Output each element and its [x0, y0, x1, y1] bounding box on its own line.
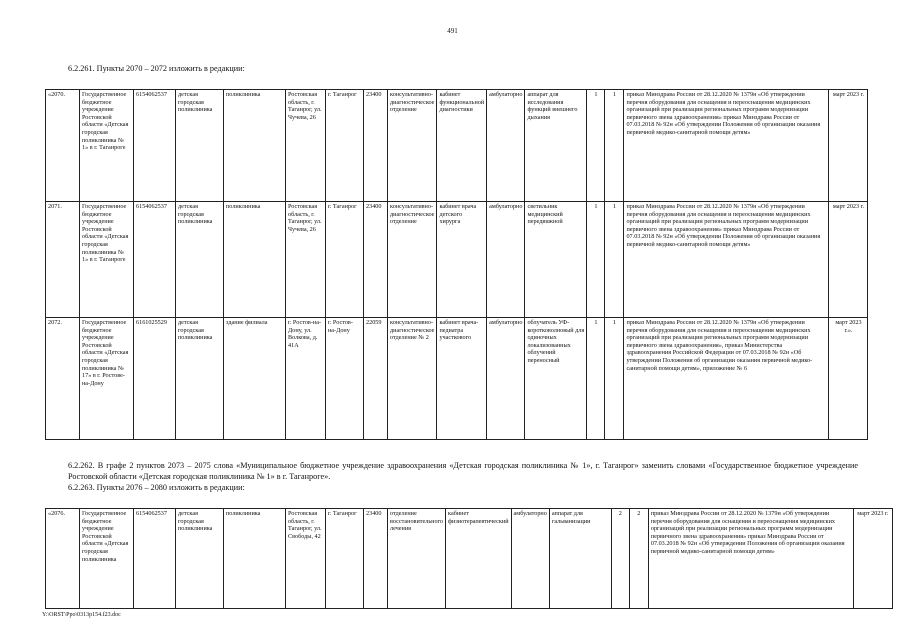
page-number: 491	[447, 27, 458, 35]
cell-zip: 22059	[364, 318, 388, 440]
cell-profile: консультативно-диагностическое отделение	[388, 90, 437, 202]
cell-profile: отделение восстановительного лечения	[388, 509, 446, 609]
cell-profile: консультативно-диагностическое отделение	[388, 202, 437, 318]
cell-num: 2072.	[46, 318, 80, 440]
cell-q1: 1	[587, 90, 605, 202]
cell-city: г. Ростов-на-Дону	[326, 318, 364, 440]
cell-type: детская городская поликлиника	[176, 318, 224, 440]
cell-org: Государственное бюджетное учреждение Ростовской области «Детская городская поликлиника № 1» в г. Таганроге	[80, 90, 134, 202]
cell-dept: поликлиника	[224, 90, 286, 202]
cell-date: март 2023 г.	[853, 509, 892, 609]
cell-care: амбулаторно	[487, 318, 525, 440]
cell-addr: Ростовская область, г. Таганрог, ул. Свободы, 42	[286, 509, 326, 609]
cell-room: кабинет врача-педиатра участкового	[437, 318, 487, 440]
cell-zip: 23400	[364, 509, 388, 609]
cell-room: кабинет физиотерапевтический	[446, 509, 512, 609]
equipment-table-1	[45, 89, 868, 440]
cell-q2: 1	[605, 318, 624, 440]
cell-org: Государственное бюджетное учреждение Ростовской области «Детская городская поликлиника	[80, 509, 134, 609]
cell-code: 6154062537	[134, 90, 176, 202]
cell-equip: аппарат для гальванизации	[549, 509, 611, 609]
file-path-footer: Y:\ORST\Ppo\0313p154.f23.doc	[42, 612, 121, 618]
cell-code: 6154062537	[134, 509, 176, 609]
cell-type: детская городская поликлиника	[176, 509, 224, 609]
cell-addr: г. Ростов-на-Дону, ул. Волкова, д. 41А	[286, 318, 326, 440]
cell-dept: здание филиала	[224, 318, 286, 440]
cell-date: март 2023 г.	[829, 202, 868, 318]
cell-date: март 2023 г.	[829, 90, 868, 202]
cell-type: детская городская поликлиника	[176, 90, 224, 202]
cell-zip: 23400	[364, 90, 388, 202]
cell-dept: поликлиника	[224, 202, 286, 318]
cell-city: г. Таганрог	[326, 90, 364, 202]
cell-num: «2076.	[46, 509, 80, 609]
cell-num: 2071.	[46, 202, 80, 318]
section-6-2-261: 6.2.261. Пункты 2070 – 2072 изложить в редакции:	[68, 64, 245, 73]
cell-care: амбулаторно	[487, 202, 525, 318]
cell-city: г. Таганрог	[326, 202, 364, 318]
cell-addr: Ростовская область, г. Таганрог, ул. Чучева, 26	[286, 202, 326, 318]
cell-type: детская городская поликлиника	[176, 202, 224, 318]
cell-addr: Ростовская область, г. Таганрог, ул. Чучева, 26	[286, 90, 326, 202]
cell-code: 6161025529	[134, 318, 176, 440]
cell-org: Государственное бюджетное учреждение Ростовской области «Детская городская поликлиника № 17» в г. Ростове-на-Дону	[80, 318, 134, 440]
cell-room: кабинет врача детского хирурга	[437, 202, 487, 318]
cell-date: март 2023 г.».	[829, 318, 868, 440]
section-6-2-262: 6.2.262. В графе 2 пунктов 2073 – 2075 слова «Муниципальное бюджетное учреждение здравоохранения «Детская городская поликлиника № 1», г. Таганрог» заменить словами «Государственное бюджетное учреждение Ростовской области «Детская городская поликлиника № 1» в г. Таганроге».	[68, 461, 858, 481]
cell-room: кабинет функциональной диагностики	[437, 90, 487, 202]
cell-q1: 1	[587, 318, 605, 440]
table-row	[46, 90, 868, 202]
cell-code: 6154062537	[134, 202, 176, 318]
table-row	[46, 318, 868, 440]
cell-num: «2070.	[46, 90, 80, 202]
cell-profile: консультативно-диагностическое отделение № 2	[388, 318, 437, 440]
cell-q1: 1	[587, 202, 605, 318]
cell-basis: приказ Минздрава России от 28.12.2020 № 1379н «Об утверждении перечня оборудования для оснащения и переоснащения медицинских организаций при реализации региональных программ модернизации первичного звена здравоохранения» приказ Минздрава России от 07.03.2018 № 92н «Об утверждении Положения об организации оказания первичной медико-санитарной помощи детям»	[624, 202, 829, 318]
cell-equip: облучатель УФ-коротковолновый для одиночных локализованных облучений переносный	[525, 318, 587, 440]
table-row	[46, 202, 868, 318]
cell-q2: 1	[605, 202, 624, 318]
cell-basis: приказ Минздрава России от 28.12.2020 № 1379н «Об утверждении перечня оборудования для оснащения и переоснащения медицинских организаций при реализации региональных программ модернизации первичного звена здравоохранения», приказ Министерства здравоохранения Российской Федерации от 07.03.2018 № 92н «Об утверждении Положения об организации оказания первичной медико-санитарной помощи детям», приложение № 6	[624, 318, 829, 440]
cell-basis: приказ Минздрава России от 28.12.2020 № 1379н «Об утверждении перечня оборудования для оснащения и переоснащения медицинских организаций при реализации региональных программ модернизации первичного звена здравоохранения» приказ Минздрава России от 07.03.2018 № 92н «Об утверждении Положения об организации оказания первичной медико-санитарной помощи детям»	[624, 90, 829, 202]
cell-city: г. Таганрог	[326, 509, 364, 609]
cell-equip: светильник медицинский передвижной	[525, 202, 587, 318]
cell-q1: 2	[611, 509, 629, 609]
cell-care: амбулаторно	[487, 90, 525, 202]
cell-zip: 23400	[364, 202, 388, 318]
cell-org: Государственное бюджетное учреждение Ростовской области «Детская городская поликлиника № 1» в г. Таганроге	[80, 202, 134, 318]
table-row	[46, 509, 893, 609]
equipment-table-2	[45, 508, 893, 609]
cell-q2: 2	[629, 509, 648, 609]
cell-care: амбулаторно	[511, 509, 549, 609]
cell-dept: поликлиника	[224, 509, 286, 609]
cell-basis: приказ Минздрава России от 28.12.2020 № 1379н «Об утверждении перечня оборудования для оснащения и переоснащения медицинских организаций при реализации региональных программ модернизации первичного звена здравоохранения» приказ Минздрава России от 07.03.2018 № 92н «Об утверждении Положения об организации оказания первичной медико-санитарной помощи детям»	[648, 509, 853, 609]
cell-equip: аппарат для исследования функций внешнего дыхания	[525, 90, 587, 202]
cell-q2: 1	[605, 90, 624, 202]
section-6-2-263: 6.2.263. Пункты 2076 – 2080 изложить в редакции:	[68, 483, 245, 492]
